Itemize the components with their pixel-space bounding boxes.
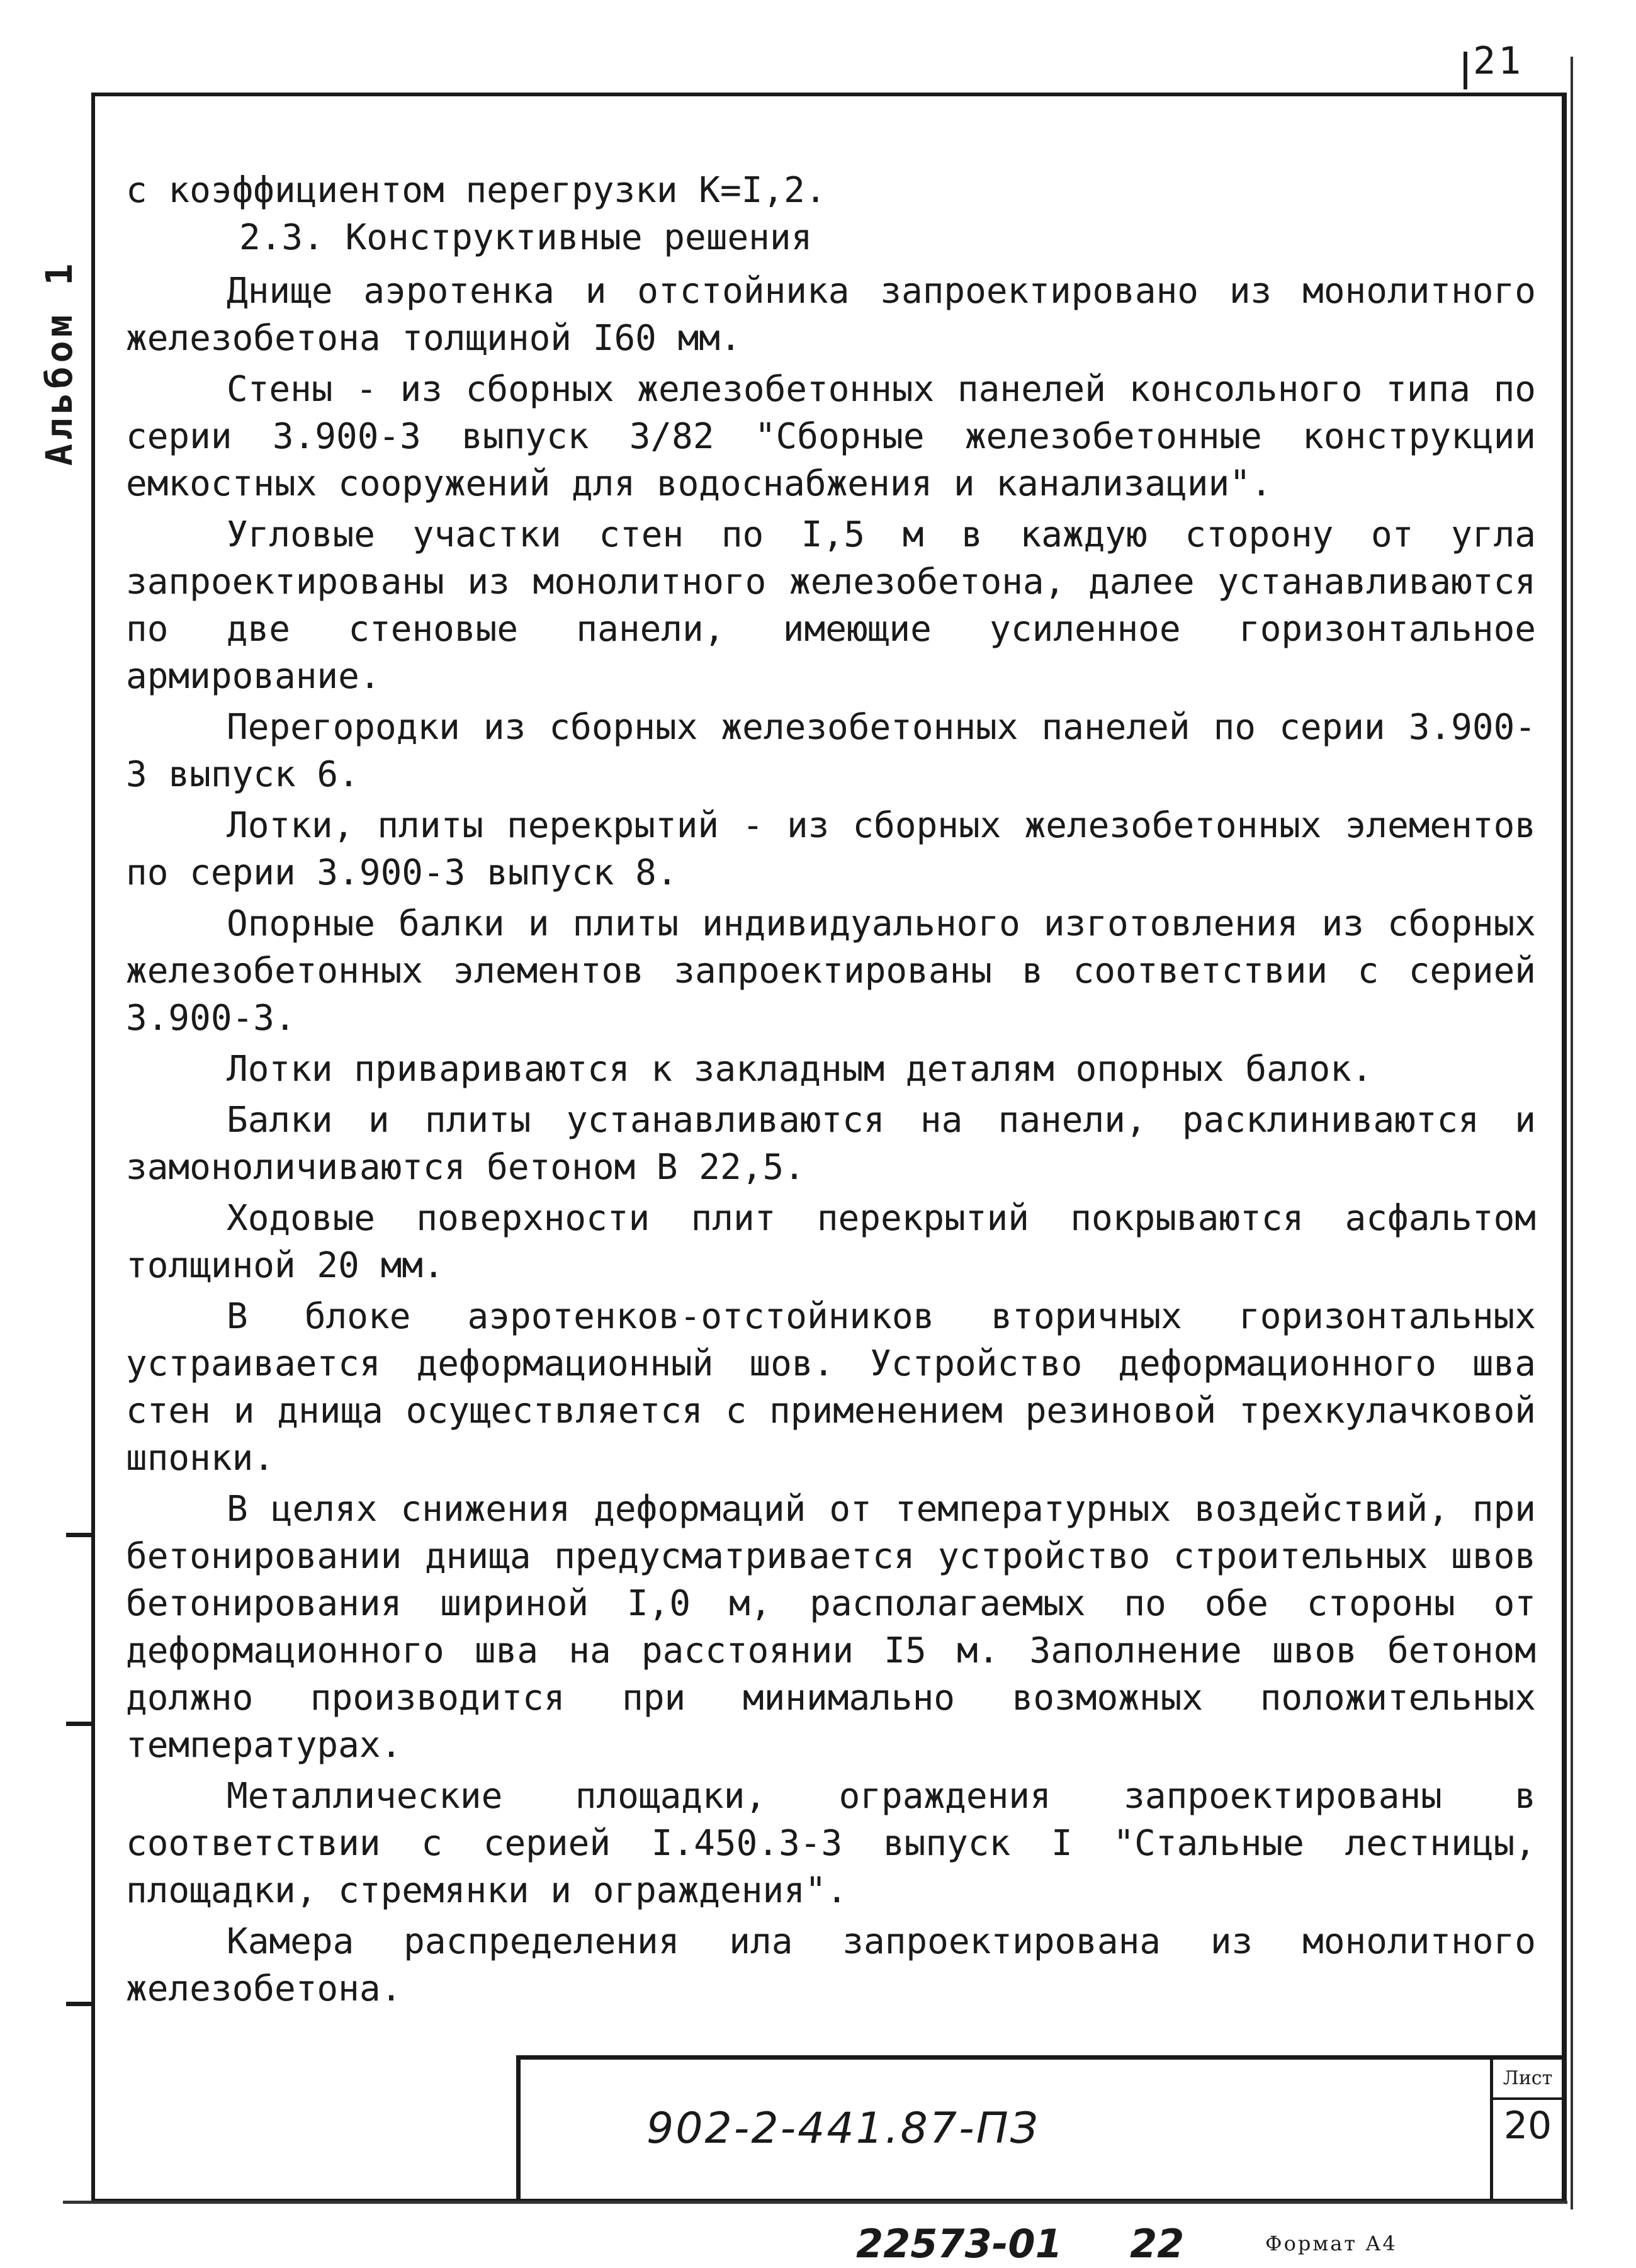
inventory-number: 22573-01: [856, 2221, 1063, 2267]
intro-line: с коэффициентом перегрузки К=I,2.: [126, 170, 826, 211]
paper-format: Формат А4: [1265, 2231, 1397, 2255]
paragraph: Лотки привариваются к закладным деталям опорных балок.: [227, 1049, 1373, 1090]
margin-tick: [66, 1722, 94, 1726]
paragraph: В блоке аэротенков-отстойников вторичных горизонтальных устраивается деформационный шов. Устройство деформационного шва стен и днища осуществляется с применением резиновой трехкулачковой шпонки.: [126, 1296, 1536, 1479]
section-heading: 2.3. Конструктивные решения: [239, 217, 813, 258]
document-body: [126, 167, 1536, 2012]
paragraph: Балки и плиты устанавливаются на панели, расклиниваются и замоноличиваются бетоном В 22,5.: [126, 1100, 1536, 1188]
paragraph: Камера распределения ила запроектирована из монолитного железобетона.: [126, 1921, 1536, 2009]
paragraph: Перегородки из сборных железобетонных панелей по серии 3.900-3 выпуск 6.: [126, 707, 1536, 795]
bottom-border-line: [63, 2201, 1567, 2204]
right-binding-line: [1571, 57, 1573, 2209]
footer-page-number: 22: [1130, 2221, 1185, 2267]
title-block: [516, 2055, 1562, 2199]
sheet-label: Лист: [1493, 2060, 1562, 2100]
paragraph: В целях снижения деформаций от температурных воздействий, при бетонировании днища предусматривается устройство строительных швов бетонирования шириной I,0 м, располагаемых по обе стороны от деформационного шва на расстоянии I5 м. Заполнение швов бетоном должно производится при минимально возможных положительных температурах.: [126, 1489, 1536, 1766]
top-border-tick: [1464, 52, 1467, 89]
paragraph: Опорные балки и плиты индивидуального изготовления из сборных железобетонных элементов запроектированы в соответствии с серией 3.900-3.: [126, 903, 1536, 1039]
margin-tick: [66, 1533, 94, 1537]
sheet-number: 20: [1503, 2104, 1552, 2148]
paragraph: Ходовые поверхности плит перекрытий покрываются асфальтом толщиной 20 мм.: [126, 1198, 1536, 1286]
paragraph: Угловые участки стен по I,5 м в каждую сторону от угла запроектированы из монолитного железобетона, далее устанавливаются по две стеновые панели, имеющие усиленное горизонтальное армирование.: [126, 514, 1536, 697]
paragraph: Металлические площадки, ограждения запроектированы в соответствии с серией I.450.3-3 выпуск I "Стальные лестницы, площадки, стремянки и ограждения".: [126, 1776, 1536, 1911]
document-code: 902-2-441.87-ПЗ: [646, 2104, 1040, 2153]
paragraph: Стены - из сборных железобетонных панелей консольного типа по серии 3.900-3 выпуск 3/82 "Сборные железобетонные конструкции емкостных сооружений для водоснабжения и канализации".: [126, 369, 1536, 504]
paragraph: Днище аэротенка и отстойника запроектировано из монолитного железобетона толщиной I60 мм.: [126, 271, 1536, 359]
top-page-mark: 21: [1473, 39, 1524, 83]
margin-tick: [66, 2002, 94, 2006]
sheet-box: [1490, 2060, 1562, 2199]
paragraph: Лотки, плиты перекрытий - из сборных железобетонных элементов по серии 3.900-3 выпуск 8.: [126, 805, 1536, 893]
album-side-label: Альбом 1: [38, 259, 81, 466]
